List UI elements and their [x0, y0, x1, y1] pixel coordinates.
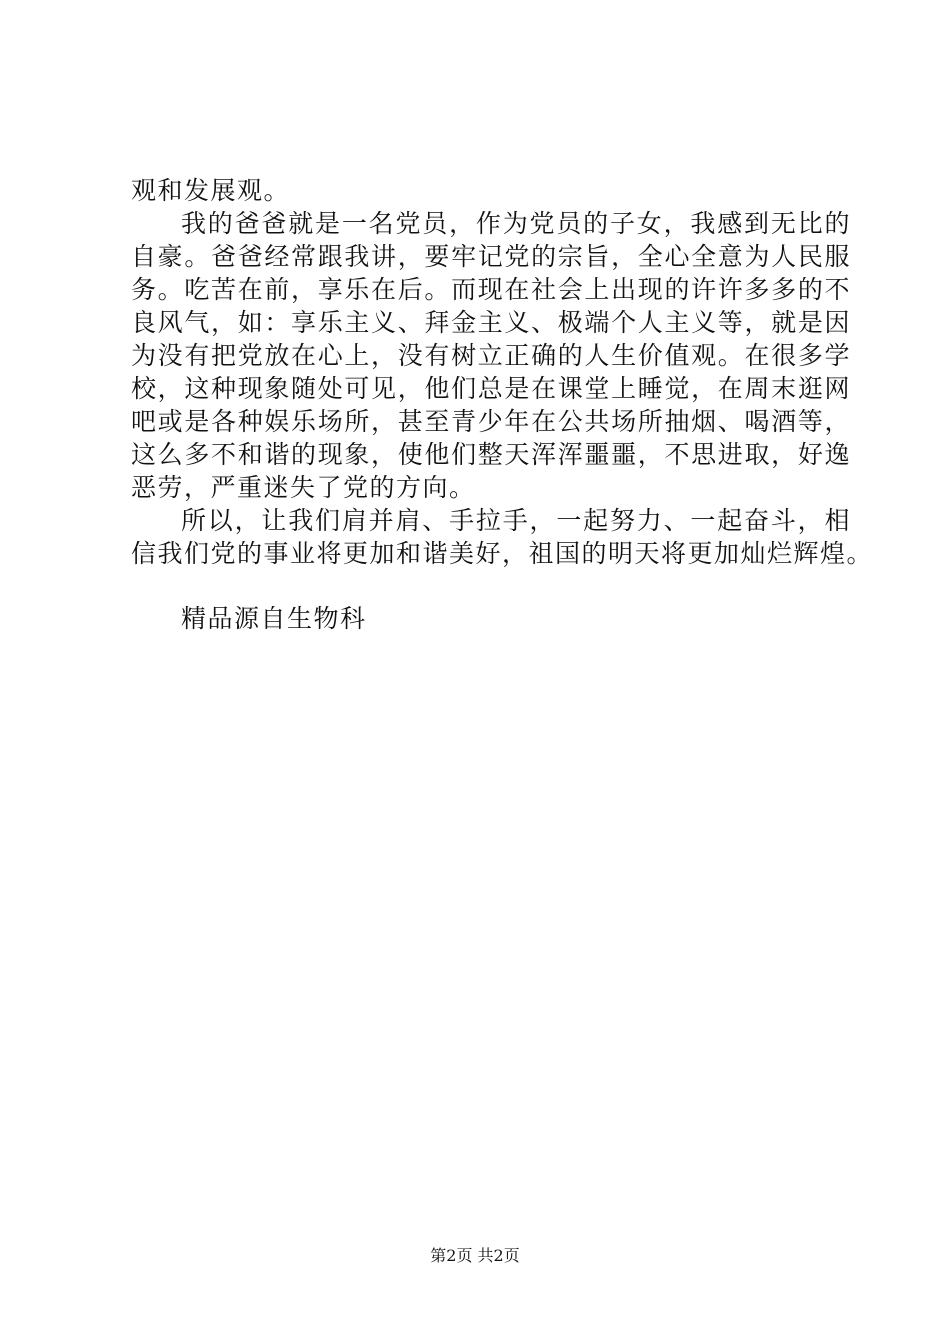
text-line: 吧或是各种娱乐场所，甚至青少年在公共场所抽烟、喝酒等， [131, 407, 851, 436]
signature-line: 精品源自生物科 [181, 604, 367, 633]
text-line: 良风气，如：享乐主义、拜金主义、极端个人主义等，就是因 [131, 308, 851, 337]
text-line: 自豪。爸爸经常跟我讲，要牢记党的宗旨，全心全意为人民服 [131, 242, 851, 271]
page-number-footer: 第2页 共2页 [430, 1246, 520, 1265]
text-line: 务。吃苦在前，享乐在后。而现在社会上出现的许许多多的不 [131, 275, 851, 304]
text-line: 观和发展观。 [131, 176, 291, 205]
paragraph-start-line: 我的爸爸就是一名党员，作为党员的子女，我感到无比的 [181, 209, 851, 238]
text-line: 校，这种现象随处可见，他们总是在课堂上睡觉，在周末逛网 [131, 374, 851, 403]
text-line: 这么多不和谐的现象，使他们整天浑浑噩噩，不思进取，好逸 [131, 440, 851, 469]
text-line: 恶劳，严重迷失了党的方向。 [131, 473, 476, 502]
text-line: 信我们党的事业将更加和谐美好，祖国的明天将更加灿烂辉煌。 [131, 539, 874, 568]
text-line: 为没有把党放在心上，没有树立正确的人生价值观。在很多学 [131, 341, 851, 370]
paragraph-start-line: 所以，让我们肩并肩、手拉手，一起努力、一起奋斗，相 [181, 506, 851, 535]
